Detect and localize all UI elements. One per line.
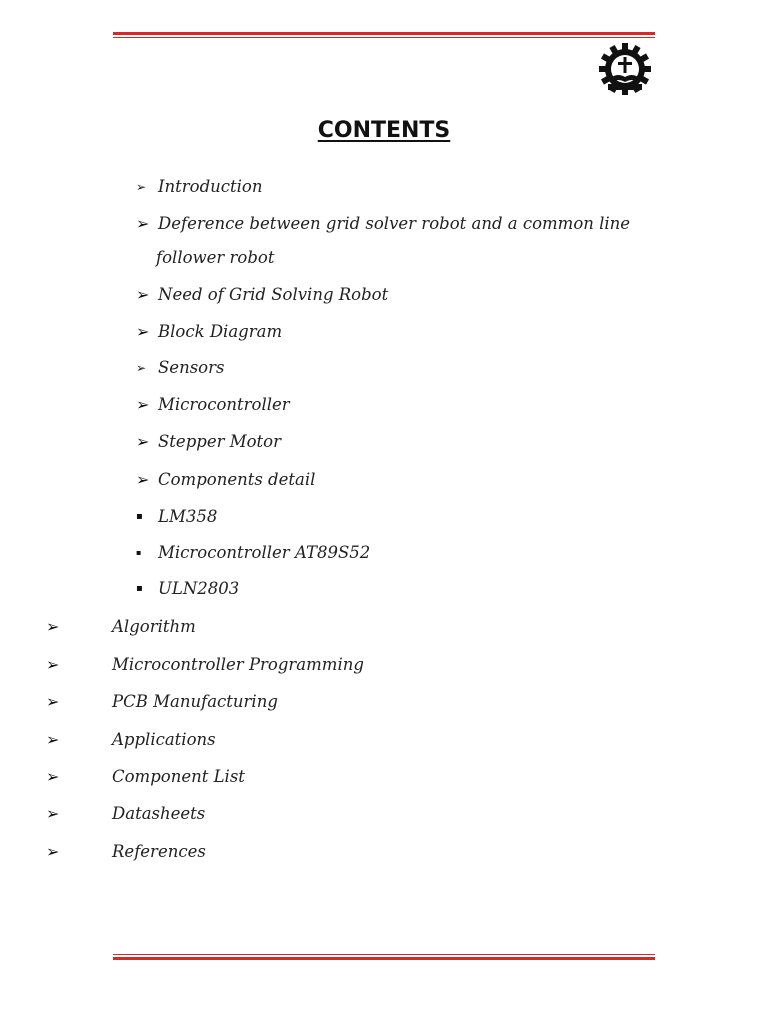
list-item-label: Introduction: [158, 177, 263, 196]
arrow-bullet-icon: ➢: [136, 285, 150, 304]
list-item-label: Component List: [112, 767, 245, 786]
list-item-label: PCB Manufacturing: [112, 692, 278, 711]
footer-rule-thin: [113, 954, 655, 955]
list-item-label-continued: follower robot: [156, 248, 275, 267]
footer-rule-thick: [113, 957, 655, 960]
arrow-bullet-icon: ➢: [46, 617, 60, 636]
list-item-label: Stepper Motor: [158, 432, 282, 451]
arrow-bullet-icon: ➢: [136, 470, 150, 489]
list-item-label: Algorithm: [112, 617, 196, 636]
list-item-label: Applications: [112, 730, 216, 749]
list-item-label: ULN2803: [158, 579, 240, 598]
institute-emblem-icon: [598, 42, 652, 96]
arrow-bullet-icon: ➢: [46, 730, 60, 749]
arrow-bullet-icon: ➢: [46, 804, 60, 823]
square-bullet-icon: ▪: [136, 583, 143, 594]
square-bullet-icon: ▪: [136, 548, 142, 557]
list-item-label: Microcontroller: [158, 395, 290, 414]
arrow-bullet-icon: ➢: [136, 395, 150, 414]
square-bullet-icon: ▪: [136, 511, 143, 522]
arrow-bullet-icon: ➢: [46, 842, 60, 861]
arrow-bullet-icon: ➢: [136, 361, 147, 375]
list-item-label: Datasheets: [112, 804, 206, 823]
list-item-label: Block Diagram: [158, 322, 283, 341]
list-item-label: Deference between grid solver robot and a common line: [158, 214, 631, 233]
page-title: CONTENTS: [317, 118, 451, 143]
header-rule-thick: [113, 32, 655, 35]
footer-rule: [113, 954, 655, 962]
arrow-bullet-icon: ➢: [46, 655, 60, 674]
header-rule: [113, 32, 655, 40]
list-item-label: Microcontroller Programming: [112, 655, 364, 674]
list-item-label: Sensors: [158, 358, 225, 377]
list-item-label: LM358: [158, 507, 218, 526]
list-item-label: Need of Grid Solving Robot: [158, 285, 389, 304]
arrow-bullet-icon: ➢: [136, 322, 150, 341]
header-rule-thin: [113, 37, 655, 38]
list-item-label: Microcontroller AT89S52: [158, 543, 371, 562]
arrow-bullet-icon: ➢: [136, 214, 150, 233]
arrow-bullet-icon: ➢: [136, 180, 147, 194]
list-item-label: Components detail: [158, 470, 316, 489]
arrow-bullet-icon: ➢: [46, 692, 60, 711]
list-item-label: References: [112, 842, 206, 861]
arrow-bullet-icon: ➢: [46, 767, 60, 786]
arrow-bullet-icon: ➢: [136, 432, 150, 451]
